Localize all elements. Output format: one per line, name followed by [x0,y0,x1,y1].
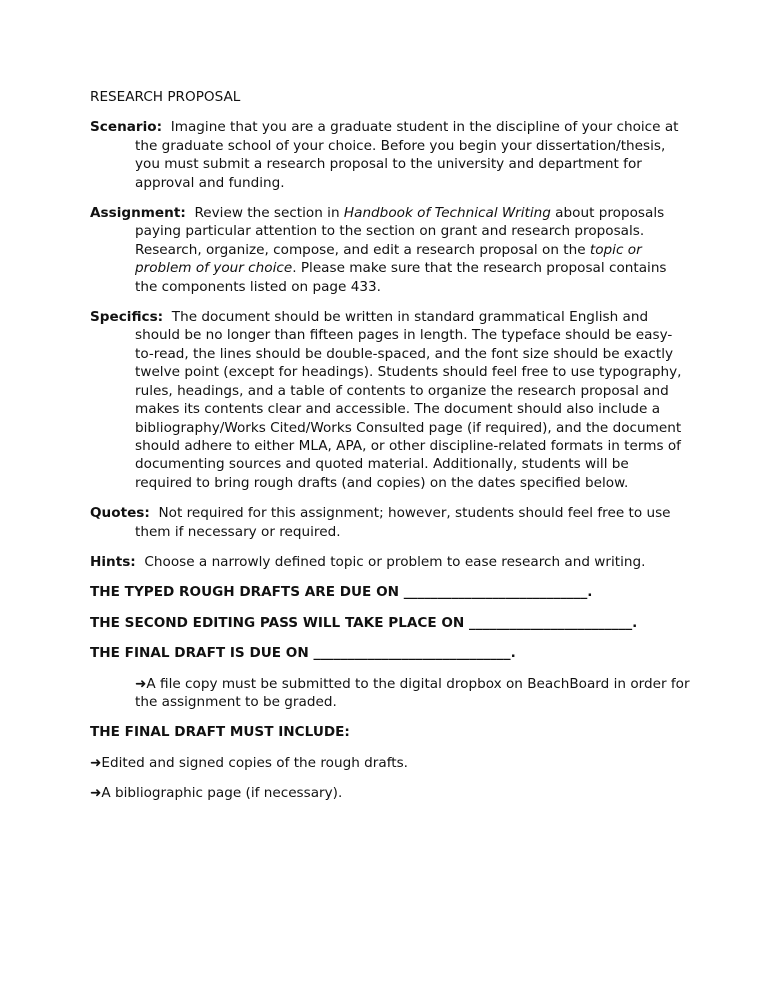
list-item-text: Edited and signed copies of the rough drafts. [101,754,408,771]
assignment-text-middle: about proposals paying particular attention to the section on grant and research proposals. Research, organize, compose, and edit a research proposal on the [135,205,665,258]
arrow-icon: ➜ [90,785,102,802]
list-item [90,754,690,772]
list-item [90,784,690,802]
second-editing-line: THE SECOND EDITING PASS WILL TAKE PLACE ON ________________________. [90,614,638,631]
hints-section [90,553,690,571]
specifics-text: The document should be written in standard grammatical English and should be no longer than fifteen pages in length. The typeface should be easy-to-read, the lines should be double-spaced, and the font size should be exactly twelve point (except for headings). Students should feel free to use typography, rules, headings, and a table of contents to organize the research proposal and makes its contents clear and accessible. The document should also include a bibliography/Works Cited/Works Consulted page (if required), and the document should adhere to either MLA, APA, or other discipline-related formats in terms of documenting sources and quoted material. Additionally, students will be required to bring rough drafts (and copies) on the dates specified below. [135,309,682,491]
rough-drafts-due-line: THE TYPED ROUGH DRAFTS ARE DUE ON ___________________________. [90,584,593,601]
specifics-label: Specifics: [90,309,164,326]
scenario-label: Scenario: [90,119,163,136]
assignment-text-after: . Please make sure that the research proposal contains the components listed on page 433. [135,260,667,295]
scenario-text: Imagine that you are a graduate student in the discipline of your choice at the graduate school of your choice. Before you begin your dissertation/thesis, you must submit a research proposal to the university and department for approval and funding. [135,119,679,191]
final-draft-include-heading: THE FINAL DRAFT MUST INCLUDE: [90,724,350,741]
scenario-section [90,118,690,192]
quotes-text: Not required for this assignment; however, students should feel free to use them if necessary or required. [135,505,671,540]
assignment-text-before: Review the section in [194,205,344,222]
topic-phrase: topic or problem of your choice [135,241,642,277]
document-body [90,88,690,815]
quotes-label: Quotes: [90,505,150,522]
document-title: RESEARCH PROPOSAL [90,89,241,105]
arrow-icon: ➜ [135,675,147,692]
quotes-section [90,504,690,541]
hints-text: Choose a narrowly defined topic or problem to ease research and writing. [144,553,646,570]
file-copy-note [135,675,690,712]
arrow-icon: ➜ [90,754,102,771]
list-item-text: A bibliographic page (if necessary). [101,785,343,802]
hints-label: Hints: [90,553,136,570]
assignment-label: Assignment: [90,205,186,222]
final-draft-due-line: THE FINAL DRAFT IS DUE ON _____________________________. [90,645,516,662]
file-copy-note-text: A file copy must be submitted to the digital dropbox on BeachBoard in order for the assignment to be graded. [135,675,690,710]
book-title: Handbook of Technical Writing [343,205,551,222]
assignment-section [90,204,690,296]
specifics-section [90,308,690,492]
